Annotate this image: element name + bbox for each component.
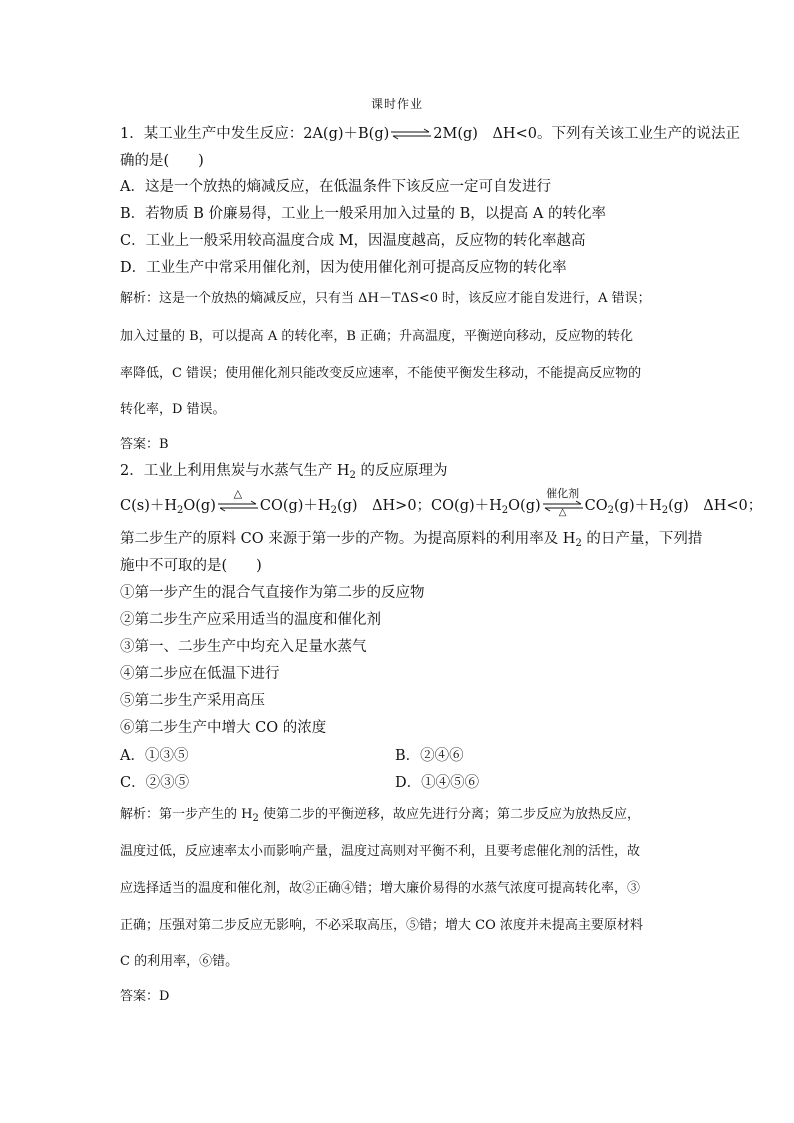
eq-part: (g) ΔH>0；CO(g)＋H <box>336 498 502 514</box>
q2-answer: 答案：D <box>120 989 170 1004</box>
heat-equilibrium-arrow-icon <box>216 487 260 516</box>
q2-item-6: ⑥第二步生产中增大 CO 的浓度 <box>120 720 327 736</box>
q2-stem2: 第二步生产的原料 CO 来源于第一步的产物。为提高原料的利用率及 H <box>120 531 576 547</box>
q2-stem1: 2．工业上利用焦炭与水蒸气生产 H <box>120 463 350 479</box>
q2-item-5: ⑤第二步生产采用高压 <box>120 693 265 709</box>
catalyst-label: 催化剂 <box>546 487 580 500</box>
q2-item-3: ③第一、二步生产中均充入足量水蒸气 <box>120 639 367 655</box>
q1-analysis-line3: 率降低，C 错误；使用催化剂只能改变反应速率，不能使平衡发生移动，不能提高反应物的 <box>120 366 642 381</box>
equilibrium-arrow-icon <box>389 124 433 144</box>
eq-part: (g) ΔH<0； <box>668 498 763 514</box>
q2-analysis-line5: C 的利用率，⑥错。 <box>120 954 239 969</box>
q1-option-a: A．这是一个放热的熵减反应，在低温条件下该反应一定可自发进行 <box>120 179 551 195</box>
eq-sub: 2 <box>177 505 184 516</box>
q1-stem-line2: 确的是( ) <box>120 153 204 169</box>
q1-stem-line1 <box>120 124 740 144</box>
heat-symbol: △ <box>558 507 567 518</box>
q2-stem2-post: 的日产量，下列措 <box>581 531 703 547</box>
eq-part: O(g) <box>508 498 541 514</box>
eq-sub: 2 <box>330 505 337 516</box>
heat-symbol: △ <box>233 487 243 500</box>
page-title: 课时作业 <box>370 97 423 111</box>
q1-option-b: B．若物质 B 价廉易得，工业上一般采用加入过量的 B，以提高 A 的转化率 <box>120 206 606 222</box>
q2-analysis-text: 使第二步的平衡逆移，故应先进行分离；第二步反应为放热反应， <box>258 807 640 822</box>
q1-analysis-line1: 解析：这是一个放热的熵减反应，只有当 ΔH－TΔS<0 时，该反应才能自发进行，A 错误； <box>120 291 651 306</box>
q2-stem-line1 <box>120 461 447 486</box>
catalyst-equilibrium-arrow-icon <box>541 487 585 518</box>
q2-equation-line <box>120 487 763 521</box>
q2-analysis-text: 解析：第一步产生的 H <box>120 807 253 822</box>
q2-analysis-line3: 应选择适当的温度和催化剂，故②正确④错；增大廉价易得的水蒸气浓度可提高转化率，③ <box>120 881 641 896</box>
q2-analysis-sub: 2 <box>252 813 259 824</box>
eq-part: CO(g)＋H <box>259 498 331 514</box>
eq-sub: 2 <box>501 505 509 516</box>
q2-analysis-line1 <box>120 805 640 829</box>
q1-stem-post: 2M(g) ΔH<0。下列有关该工业生产的说法正 <box>433 126 740 142</box>
eq-part: (g)＋H <box>614 498 662 514</box>
q2-option-a: A．①③⑤ <box>120 748 189 764</box>
q1-analysis-line2: 加入过量的 B，可以提高 A 的转化率，B 正确；升高温度，平衡逆向移动，反应物的转化 <box>120 329 634 344</box>
q2-analysis-line4: 正确；压强对第二步反应无影响，不必采取高压，⑤错；增大 CO 浓度并未提高主要原材料 <box>120 918 643 933</box>
q2-item-2: ②第二步生产应采用适当的温度和催化剂 <box>120 612 381 628</box>
q2-option-d: D．①④⑤⑥ <box>395 775 480 791</box>
eq-sub: 2 <box>661 505 669 516</box>
q2-analysis-line2: 温度过低，反应速率太小而影响产量，温度过高则对平衡不利，且要考虑催化剂的活性，故 <box>120 844 641 859</box>
q1-stem-pre: 1．某工业生产中发生反应：2A(g)＋B(g) <box>120 126 390 142</box>
eq-part: CO <box>584 498 608 514</box>
q1-option-c: C．工业上一般采用较高温度合成 M，因温度越高，反应物的转化率越高 <box>120 233 586 249</box>
q2-option-c: C．②③⑤ <box>120 775 190 791</box>
q2-stem-line3: 施中不可取的是( ) <box>120 558 262 574</box>
q2-stem1-post: 的反应原理为 <box>355 463 448 479</box>
q1-answer: 答案：B <box>120 437 169 452</box>
eq-part: O(g) <box>183 498 216 514</box>
q1-option-d: D．工业生产中常采用催化剂，因为使用催化剂可提高反应物的转化率 <box>120 260 567 276</box>
eq-part: C(s)＋H <box>120 498 177 514</box>
q2-stem2-sub: 2 <box>575 538 582 549</box>
q2-stem1-sub: 2 <box>349 470 356 481</box>
q2-item-1: ①第一步产生的混合气直接作为第二步的反应物 <box>120 585 425 601</box>
q2-stem-line2 <box>120 529 702 554</box>
eq-sub: 2 <box>607 505 614 516</box>
q2-option-b: B．②④⑥ <box>395 748 464 764</box>
q2-item-4: ④第二步应在低温下进行 <box>120 666 280 682</box>
q1-analysis-line4: 转化率，D 错误。 <box>120 402 226 417</box>
